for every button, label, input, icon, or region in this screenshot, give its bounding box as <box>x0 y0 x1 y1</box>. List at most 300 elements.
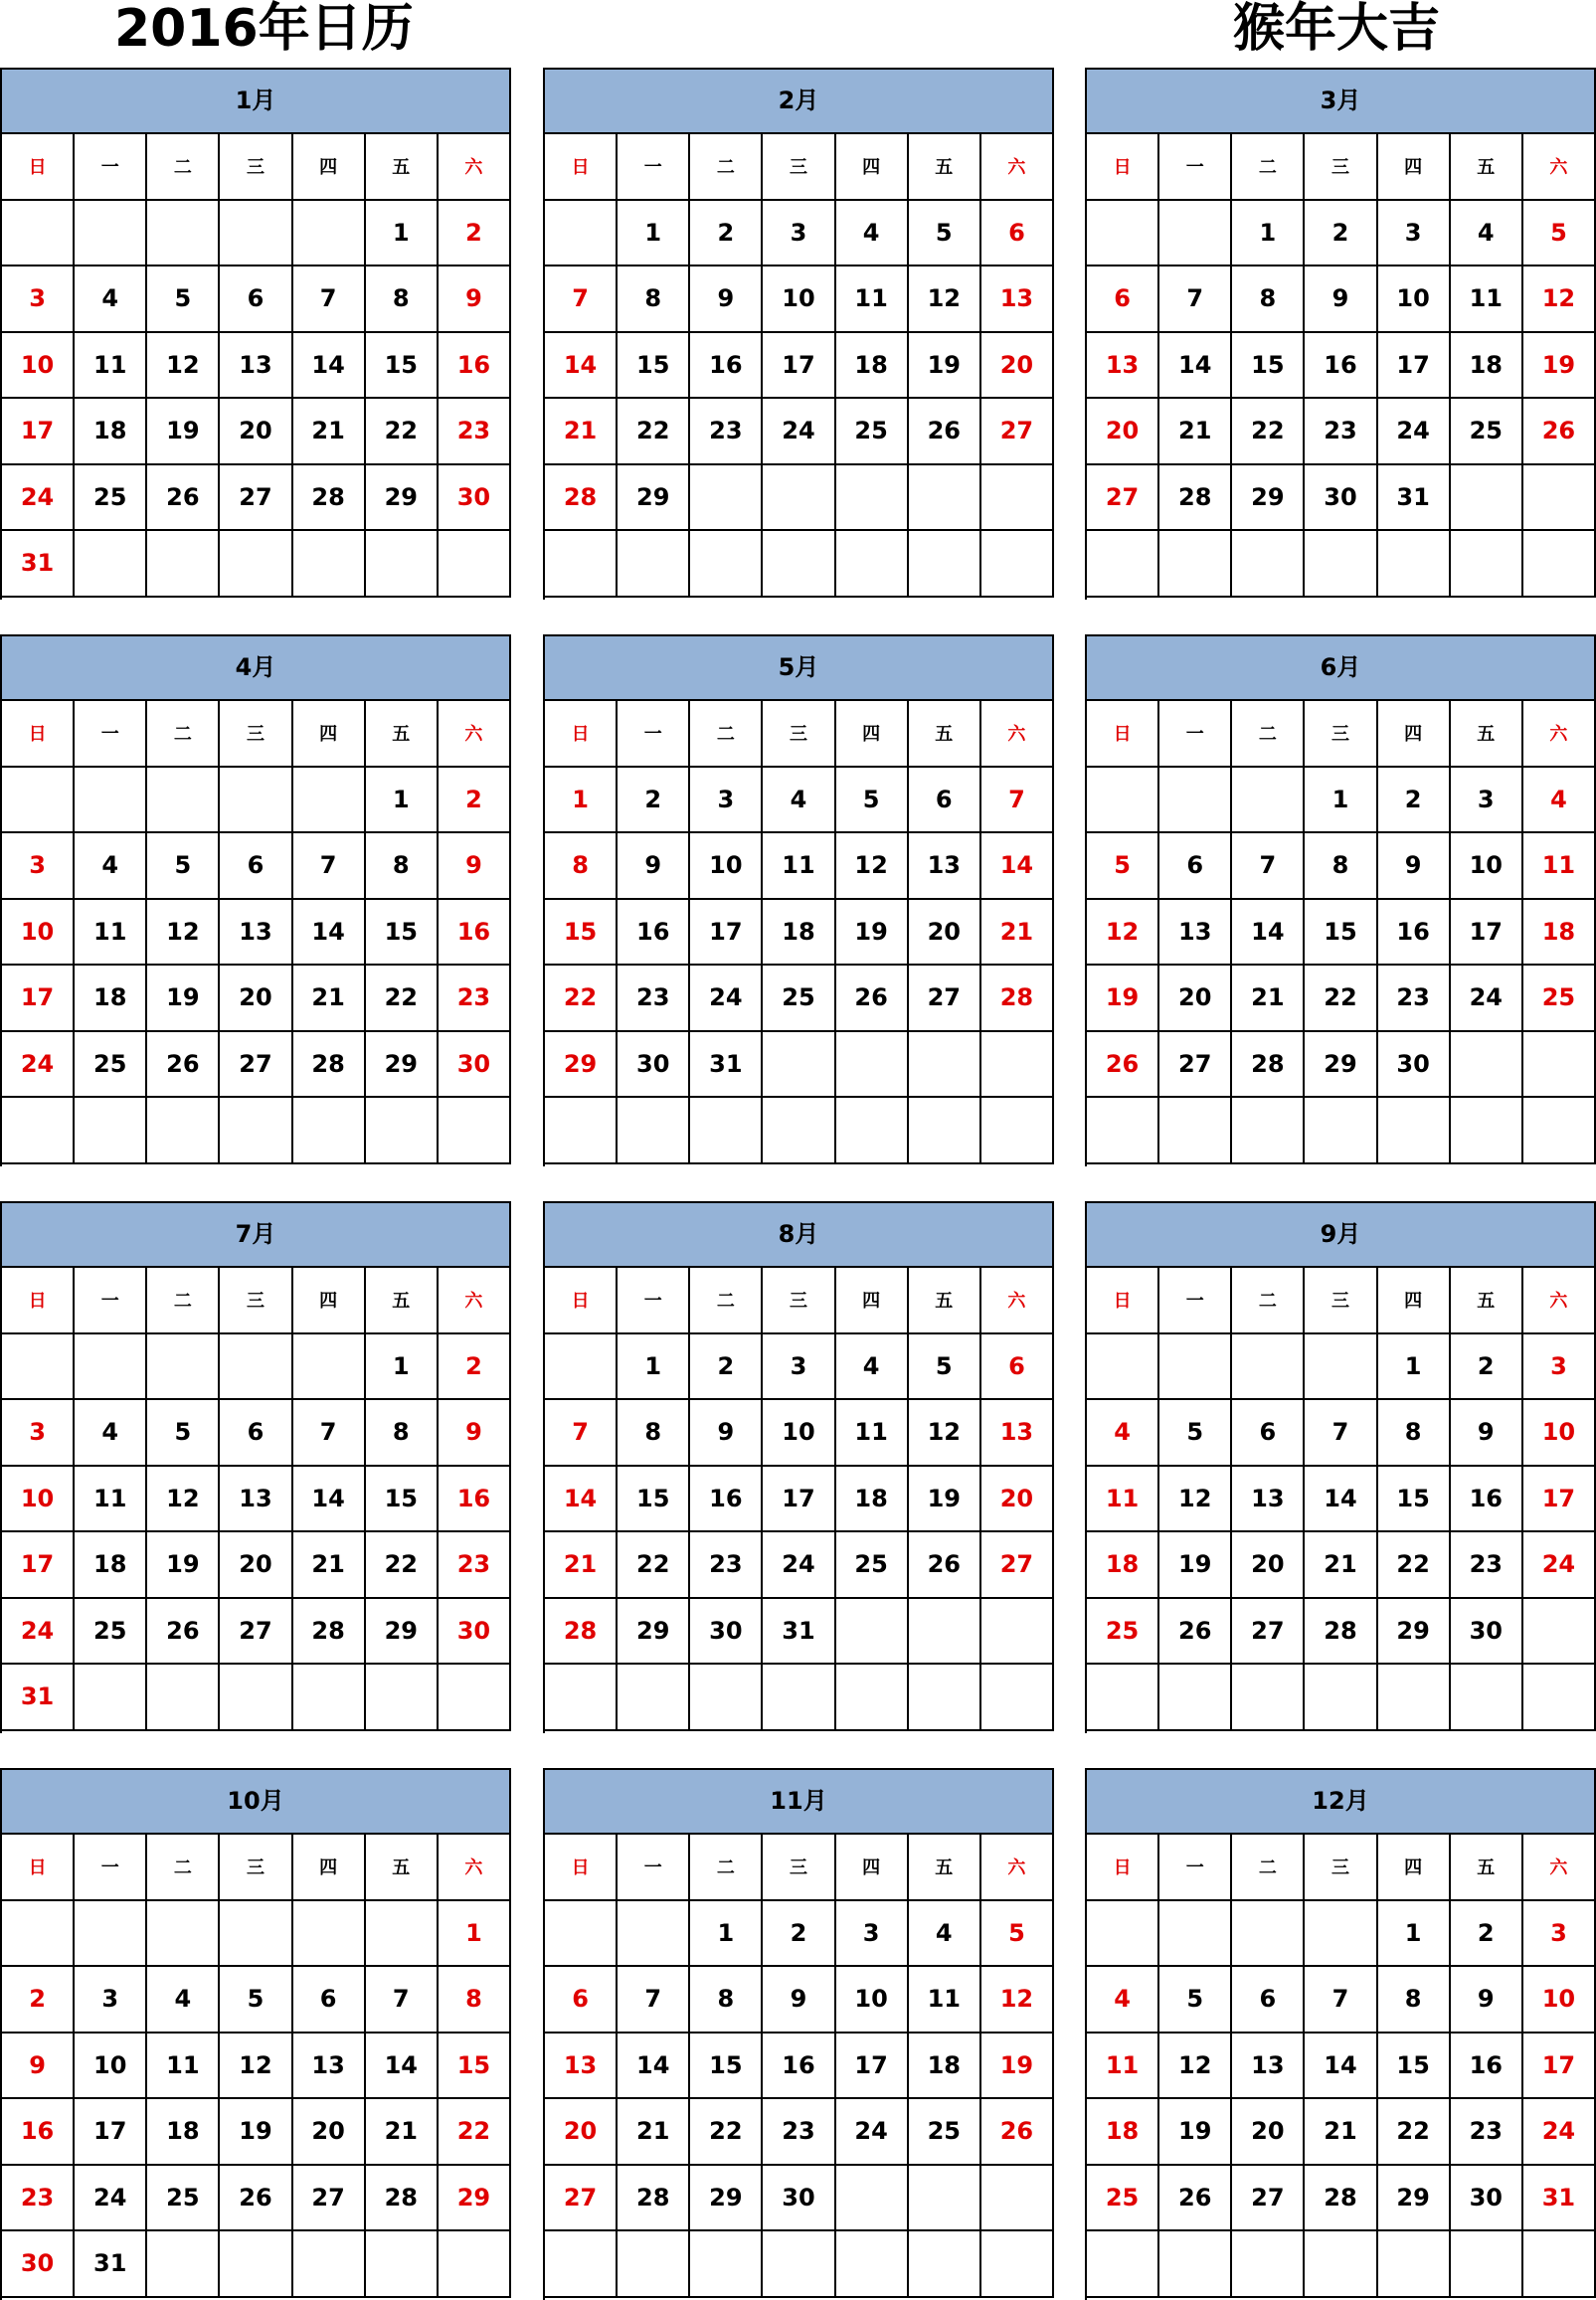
weekday-header: 一 <box>618 1268 690 1334</box>
empty-cell <box>366 1901 439 1968</box>
empty-cell <box>1087 1901 1159 1968</box>
day-cell: 18 <box>1451 333 1523 400</box>
weekday-header: 一 <box>1159 134 1232 201</box>
weekday-header: 一 <box>618 134 690 201</box>
month-calendar <box>543 634 1054 1166</box>
empty-cell <box>1305 1334 1377 1401</box>
day-cell: 9 <box>763 1967 835 2034</box>
empty-cell <box>1159 1901 1232 1968</box>
month-grid <box>545 134 1054 598</box>
empty-cell <box>2 201 75 267</box>
day-cell: 7 <box>366 1967 439 2034</box>
day-cell: 14 <box>545 333 618 400</box>
day-cell: 9 <box>690 266 763 333</box>
day-cell: 9 <box>690 1400 763 1467</box>
empty-cell <box>1087 1098 1159 1164</box>
day-cell: 19 <box>981 2034 1054 2100</box>
day-cell: 13 <box>1159 900 1232 967</box>
empty-cell <box>981 1098 1054 1164</box>
day-cell: 6 <box>1232 1967 1305 2034</box>
empty-cell <box>1378 1098 1451 1164</box>
empty-cell <box>763 1098 835 1164</box>
day-cell: 3 <box>1523 1901 1596 1968</box>
day-cell: 25 <box>75 1032 147 1099</box>
weekday-header: 四 <box>836 1835 909 1901</box>
weekday-header: 日 <box>1087 1268 1159 1334</box>
empty-cell <box>1451 1032 1523 1099</box>
day-cell: 28 <box>545 465 618 532</box>
empty-cell <box>909 1032 981 1099</box>
day-cell: 6 <box>220 833 292 900</box>
day-cell: 19 <box>909 1467 981 1533</box>
day-cell: 15 <box>1305 900 1377 967</box>
day-cell: 9 <box>439 266 511 333</box>
weekday-header: 六 <box>1523 1835 1596 1901</box>
empty-cell <box>293 531 366 598</box>
day-cell: 22 <box>366 966 439 1032</box>
empty-cell <box>220 1901 292 1968</box>
day-cell: 15 <box>618 1467 690 1533</box>
day-cell: 19 <box>836 900 909 967</box>
weekday-header: 六 <box>1523 1268 1596 1334</box>
month-calendar <box>0 1201 511 1733</box>
day-cell: 21 <box>981 900 1054 967</box>
day-cell: 30 <box>1378 1032 1451 1099</box>
weekday-header: 二 <box>690 134 763 201</box>
weekday-header: 四 <box>836 701 909 768</box>
day-cell: 3 <box>1378 201 1451 267</box>
day-cell: 4 <box>909 1901 981 1968</box>
empty-cell <box>763 531 835 598</box>
day-cell: 27 <box>545 2166 618 2232</box>
day-cell: 27 <box>981 1532 1054 1599</box>
day-cell: 29 <box>690 2166 763 2232</box>
calendar-slogan: 猴年大吉 <box>1233 0 1441 59</box>
empty-cell <box>836 1098 909 1164</box>
day-cell: 25 <box>763 966 835 1032</box>
day-cell: 30 <box>439 465 511 532</box>
empty-cell <box>1523 1032 1596 1099</box>
day-cell: 15 <box>366 1467 439 1533</box>
day-cell: 5 <box>147 833 220 900</box>
month-title: 7月 <box>2 1203 511 1268</box>
day-cell: 31 <box>2 531 75 598</box>
weekday-header: 四 <box>1378 701 1451 768</box>
day-cell: 20 <box>1232 1532 1305 1599</box>
day-cell: 20 <box>293 2099 366 2166</box>
day-cell: 21 <box>293 399 366 465</box>
day-cell: 25 <box>75 465 147 532</box>
day-cell: 13 <box>220 1467 292 1533</box>
day-cell: 2 <box>439 768 511 834</box>
day-cell: 12 <box>1159 1467 1232 1533</box>
month-calendar <box>543 1201 1054 1733</box>
day-cell: 18 <box>75 966 147 1032</box>
day-cell: 7 <box>981 768 1054 834</box>
month-title: 9月 <box>1087 1203 1596 1268</box>
weekday-header: 三 <box>220 1268 292 1334</box>
month-title: 11月 <box>545 1770 1054 1835</box>
day-cell: 11 <box>763 833 835 900</box>
day-cell: 28 <box>293 465 366 532</box>
day-cell: 23 <box>1305 399 1377 465</box>
day-cell: 29 <box>1305 1032 1377 1099</box>
day-cell: 14 <box>1159 333 1232 400</box>
day-cell: 8 <box>618 266 690 333</box>
weekday-header: 四 <box>293 701 366 768</box>
day-cell: 30 <box>439 1032 511 1099</box>
day-cell: 24 <box>75 2166 147 2232</box>
day-cell: 4 <box>75 266 147 333</box>
empty-cell <box>1523 2231 1596 2298</box>
day-cell: 21 <box>618 2099 690 2166</box>
weekday-header: 二 <box>690 701 763 768</box>
day-cell: 24 <box>836 2099 909 2166</box>
weekday-header: 二 <box>690 1268 763 1334</box>
day-cell: 15 <box>545 900 618 967</box>
day-cell: 10 <box>1451 833 1523 900</box>
weekday-header: 五 <box>366 701 439 768</box>
day-cell: 6 <box>545 1967 618 2034</box>
empty-cell <box>1523 465 1596 532</box>
day-cell: 24 <box>690 966 763 1032</box>
day-cell: 6 <box>981 201 1054 267</box>
weekday-header: 日 <box>1087 134 1159 201</box>
day-cell: 25 <box>836 1532 909 1599</box>
day-cell: 19 <box>1523 333 1596 400</box>
day-cell: 8 <box>1232 266 1305 333</box>
day-cell: 9 <box>1378 833 1451 900</box>
day-cell: 3 <box>690 768 763 834</box>
weekday-header: 一 <box>1159 701 1232 768</box>
day-cell: 14 <box>293 333 366 400</box>
empty-cell <box>1451 465 1523 532</box>
empty-cell <box>690 1098 763 1164</box>
empty-cell <box>763 465 835 532</box>
day-cell: 9 <box>1451 1400 1523 1467</box>
day-cell: 2 <box>1305 201 1377 267</box>
weekday-header: 六 <box>981 701 1054 768</box>
day-cell: 19 <box>909 333 981 400</box>
day-cell: 6 <box>909 768 981 834</box>
day-cell: 10 <box>763 266 835 333</box>
empty-cell <box>1232 768 1305 834</box>
day-cell: 23 <box>1451 2099 1523 2166</box>
empty-cell <box>909 2231 981 2298</box>
empty-cell <box>763 1032 835 1099</box>
day-cell: 16 <box>1305 333 1377 400</box>
empty-cell <box>1232 531 1305 598</box>
day-cell: 4 <box>1523 768 1596 834</box>
empty-cell <box>366 1665 439 1731</box>
empty-cell <box>1451 1665 1523 1731</box>
empty-cell <box>690 465 763 532</box>
day-cell: 28 <box>1159 465 1232 532</box>
day-cell: 18 <box>1087 2099 1159 2166</box>
empty-cell <box>836 1032 909 1099</box>
day-cell: 25 <box>1451 399 1523 465</box>
empty-cell <box>763 2231 835 2298</box>
empty-cell <box>1087 1334 1159 1401</box>
day-cell: 9 <box>1305 266 1377 333</box>
day-cell: 31 <box>1378 465 1451 532</box>
day-cell: 17 <box>1451 900 1523 967</box>
empty-cell <box>220 201 292 267</box>
day-cell: 13 <box>1087 333 1159 400</box>
month-grid <box>1087 701 1596 1164</box>
day-cell: 2 <box>1451 1901 1523 1968</box>
empty-cell <box>909 1665 981 1731</box>
day-cell: 18 <box>147 2099 220 2166</box>
day-cell: 18 <box>75 1532 147 1599</box>
day-cell: 29 <box>366 1599 439 1666</box>
day-cell: 31 <box>690 1032 763 1099</box>
month-calendar <box>0 1768 511 2300</box>
day-cell: 7 <box>545 266 618 333</box>
day-cell: 9 <box>618 833 690 900</box>
empty-cell <box>1159 1334 1232 1401</box>
day-cell: 28 <box>545 1599 618 1666</box>
day-cell: 24 <box>1523 2099 1596 2166</box>
day-cell: 11 <box>75 900 147 967</box>
day-cell: 26 <box>147 465 220 532</box>
empty-cell <box>1305 1901 1377 1968</box>
month-grid <box>545 1835 1054 2298</box>
weekday-header: 四 <box>293 134 366 201</box>
weekday-header: 六 <box>439 701 511 768</box>
day-cell: 6 <box>981 1334 1054 1401</box>
day-cell: 23 <box>2 2166 75 2232</box>
empty-cell <box>618 1098 690 1164</box>
month-title: 6月 <box>1087 636 1596 701</box>
day-cell: 17 <box>763 1467 835 1533</box>
day-cell: 19 <box>220 2099 292 2166</box>
empty-cell <box>545 1665 618 1731</box>
empty-cell <box>618 2231 690 2298</box>
empty-cell <box>147 1901 220 1968</box>
day-cell: 3 <box>1523 1334 1596 1401</box>
day-cell: 6 <box>220 266 292 333</box>
empty-cell <box>981 2166 1054 2232</box>
day-cell: 11 <box>75 333 147 400</box>
month-grid <box>1087 1835 1596 2298</box>
day-cell: 23 <box>439 399 511 465</box>
month-calendar <box>1085 1768 1596 2300</box>
day-cell: 22 <box>439 2099 511 2166</box>
day-cell: 17 <box>1523 1467 1596 1533</box>
day-cell: 12 <box>909 1400 981 1467</box>
empty-cell <box>439 1098 511 1164</box>
day-cell: 3 <box>2 266 75 333</box>
weekday-header: 五 <box>1451 701 1523 768</box>
empty-cell <box>909 465 981 532</box>
weekday-header: 四 <box>836 1268 909 1334</box>
day-cell: 30 <box>1305 465 1377 532</box>
empty-cell <box>1159 531 1232 598</box>
empty-cell <box>1087 201 1159 267</box>
empty-cell <box>147 1334 220 1401</box>
day-cell: 7 <box>1305 1967 1377 2034</box>
weekday-header: 一 <box>75 1835 147 1901</box>
day-cell: 16 <box>1451 2034 1523 2100</box>
day-cell: 9 <box>439 1400 511 1467</box>
empty-cell <box>1523 1098 1596 1164</box>
empty-cell <box>1087 768 1159 834</box>
day-cell: 5 <box>1159 1967 1232 2034</box>
empty-cell <box>618 1665 690 1731</box>
empty-cell <box>1378 531 1451 598</box>
empty-cell <box>147 201 220 267</box>
day-cell: 30 <box>618 1032 690 1099</box>
day-cell: 10 <box>1378 266 1451 333</box>
month-title: 8月 <box>545 1203 1054 1268</box>
day-cell: 14 <box>981 833 1054 900</box>
day-cell: 1 <box>690 1901 763 1968</box>
empty-cell <box>1232 1665 1305 1731</box>
day-cell: 25 <box>1087 1599 1159 1666</box>
day-cell: 21 <box>366 2099 439 2166</box>
day-cell: 5 <box>909 1334 981 1401</box>
day-cell: 20 <box>545 2099 618 2166</box>
weekday-header: 日 <box>545 1268 618 1334</box>
empty-cell <box>690 531 763 598</box>
empty-cell <box>75 1901 147 1968</box>
day-cell: 4 <box>1087 1400 1159 1467</box>
day-cell: 24 <box>1378 399 1451 465</box>
weekday-header: 日 <box>2 701 75 768</box>
day-cell: 4 <box>1087 1967 1159 2034</box>
empty-cell <box>2 1334 75 1401</box>
weekday-header: 一 <box>75 1268 147 1334</box>
day-cell: 16 <box>2 2099 75 2166</box>
empty-cell <box>836 2231 909 2298</box>
month-title: 4月 <box>2 636 511 701</box>
weekday-header: 六 <box>439 134 511 201</box>
day-cell: 2 <box>439 1334 511 1401</box>
day-cell: 3 <box>2 833 75 900</box>
day-cell: 30 <box>2 2231 75 2298</box>
day-cell: 11 <box>836 266 909 333</box>
day-cell: 5 <box>981 1901 1054 1968</box>
day-cell: 17 <box>690 900 763 967</box>
empty-cell <box>1451 1098 1523 1164</box>
day-cell: 11 <box>1087 1467 1159 1533</box>
weekday-header: 四 <box>293 1835 366 1901</box>
month-grid <box>2 1835 511 2298</box>
day-cell: 29 <box>545 1032 618 1099</box>
empty-cell <box>439 1665 511 1731</box>
empty-cell <box>2 768 75 834</box>
day-cell: 31 <box>2 1665 75 1731</box>
weekday-header: 三 <box>1305 1835 1377 1901</box>
day-cell: 18 <box>763 900 835 967</box>
day-cell: 27 <box>981 399 1054 465</box>
day-cell: 14 <box>293 900 366 967</box>
empty-cell <box>293 1334 366 1401</box>
weekday-header: 四 <box>1378 134 1451 201</box>
empty-cell <box>690 2231 763 2298</box>
day-cell: 1 <box>545 768 618 834</box>
day-cell: 5 <box>836 768 909 834</box>
weekday-header: 五 <box>1451 1268 1523 1334</box>
weekday-header: 三 <box>763 701 835 768</box>
day-cell: 25 <box>1523 966 1596 1032</box>
empty-cell <box>836 2166 909 2232</box>
day-cell: 6 <box>293 1967 366 2034</box>
day-cell: 19 <box>1159 1532 1232 1599</box>
day-cell: 13 <box>981 1400 1054 1467</box>
weekday-header: 日 <box>2 134 75 201</box>
day-cell: 17 <box>1523 2034 1596 2100</box>
day-cell: 21 <box>293 1532 366 1599</box>
month-title: 5月 <box>545 636 1054 701</box>
empty-cell <box>1159 1665 1232 1731</box>
day-cell: 14 <box>293 1467 366 1533</box>
day-cell: 20 <box>220 1532 292 1599</box>
day-cell: 17 <box>2 1532 75 1599</box>
day-cell: 27 <box>1232 1599 1305 1666</box>
empty-cell <box>293 1901 366 1968</box>
day-cell: 4 <box>836 1334 909 1401</box>
month-calendar <box>1085 634 1596 1166</box>
day-cell: 26 <box>1523 399 1596 465</box>
day-cell: 8 <box>1378 1967 1451 2034</box>
day-cell: 29 <box>439 2166 511 2232</box>
weekday-header: 五 <box>909 1268 981 1334</box>
day-cell: 19 <box>147 1532 220 1599</box>
day-cell: 6 <box>220 1400 292 1467</box>
empty-cell <box>1378 1665 1451 1731</box>
day-cell: 28 <box>618 2166 690 2232</box>
day-cell: 10 <box>690 833 763 900</box>
day-cell: 13 <box>545 2034 618 2100</box>
empty-cell <box>909 1098 981 1164</box>
day-cell: 18 <box>75 399 147 465</box>
day-cell: 12 <box>1087 900 1159 967</box>
day-cell: 7 <box>293 833 366 900</box>
weekday-header: 日 <box>545 1835 618 1901</box>
day-cell: 5 <box>147 266 220 333</box>
day-cell: 24 <box>2 1032 75 1099</box>
day-cell: 14 <box>1232 900 1305 967</box>
day-cell: 26 <box>220 2166 292 2232</box>
day-cell: 24 <box>1451 966 1523 1032</box>
day-cell: 2 <box>1378 768 1451 834</box>
day-cell: 27 <box>293 2166 366 2232</box>
day-cell: 29 <box>366 1032 439 1099</box>
empty-cell <box>909 2166 981 2232</box>
empty-cell <box>1451 531 1523 598</box>
empty-cell <box>981 2231 1054 2298</box>
day-cell: 29 <box>1232 465 1305 532</box>
empty-cell <box>909 531 981 598</box>
day-cell: 24 <box>2 465 75 532</box>
day-cell: 23 <box>1451 1532 1523 1599</box>
day-cell: 8 <box>366 266 439 333</box>
day-cell: 28 <box>1305 2166 1377 2232</box>
empty-cell <box>293 2231 366 2298</box>
month-title: 1月 <box>2 70 511 134</box>
day-cell: 16 <box>439 333 511 400</box>
day-cell: 2 <box>1451 1334 1523 1401</box>
day-cell: 9 <box>439 833 511 900</box>
day-cell: 17 <box>1378 333 1451 400</box>
day-cell: 22 <box>1378 1532 1451 1599</box>
day-cell: 11 <box>836 1400 909 1467</box>
day-cell: 1 <box>439 1901 511 1968</box>
empty-cell <box>147 1665 220 1731</box>
day-cell: 22 <box>690 2099 763 2166</box>
